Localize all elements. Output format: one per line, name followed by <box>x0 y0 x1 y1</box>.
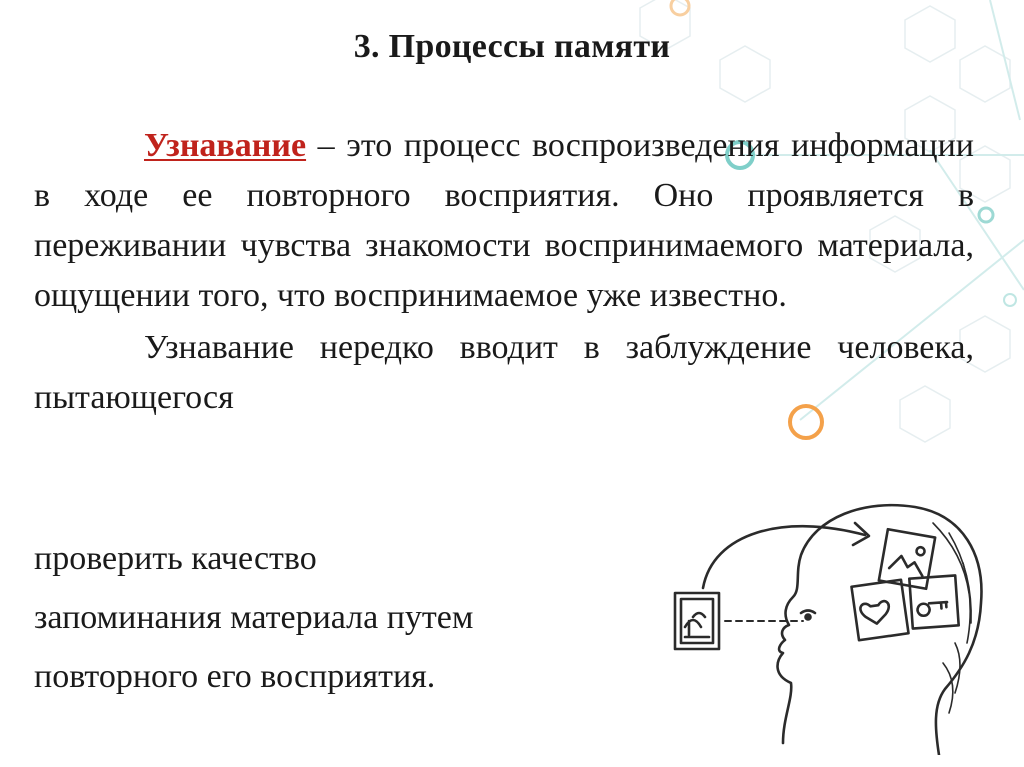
memory-frame-photo <box>879 529 935 589</box>
slide-title: 3. Процессы памяти <box>353 28 671 65</box>
continuation-line: проверить качество <box>34 540 317 577</box>
arc-arrow <box>703 526 865 588</box>
continuation-line: повторного его восприятия. <box>34 658 436 695</box>
paragraph-misleading: Узнавание нередко вводит в заблуждение человека, пытающегося <box>34 329 974 416</box>
paragraph-definition <box>34 121 974 321</box>
definition-text: – это процесс воспроизведения информации в ходе ее повторного восприятия. Оно проявляется в переживании чувства знакомости воспринимаемого материала, ощущении того, что воспринимаемое уже известно. <box>34 127 974 314</box>
body-text <box>34 121 974 423</box>
head-outline <box>778 505 982 755</box>
paragraph-continuation <box>34 529 473 706</box>
term-recognition: Узнавание <box>144 127 307 164</box>
head-memory-recognition-icon <box>633 493 993 755</box>
continuation-line: запоминания материала путем <box>34 599 474 636</box>
decor-circle-teal-small <box>979 208 993 222</box>
decor-circle-teal-2 <box>1004 294 1016 306</box>
